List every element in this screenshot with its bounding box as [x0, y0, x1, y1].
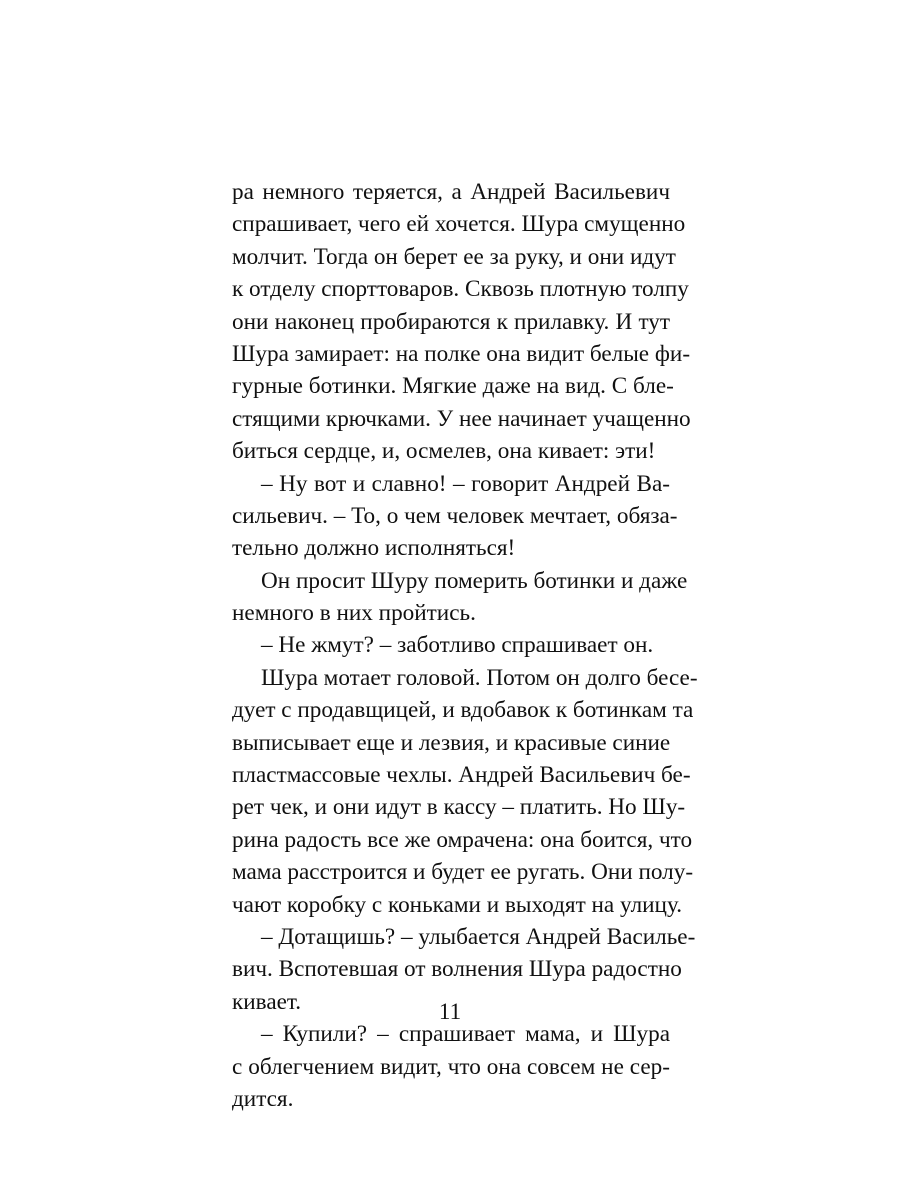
- text-line: молчит. Тогда он берет ее за руку, и они идут: [232, 243, 676, 270]
- text-line: вич. Вспотевшая от волнения Шура радостно: [232, 956, 682, 983]
- text-line: рина радость все же омрачена: она боится, что: [232, 826, 693, 853]
- text-line: стящими крючками. У нее начинает учащенно: [232, 405, 691, 432]
- text-line: сильевич. – То, о чем человек мечтает, обяза-: [232, 502, 678, 529]
- text-line: биться сердце, и, осмелев, она кивает: эти!: [232, 438, 656, 465]
- text-line: гурные ботинки. Мягкие даже на вид. С бле-: [232, 373, 674, 400]
- text-line: Шура замирает: на полке она видит белые фи-: [232, 340, 691, 367]
- text-line: ра немного теряется, а Андрей Васильевич: [232, 179, 670, 205]
- text-line: рет чек, и они идут в кассу – платить. Но Шу-: [232, 794, 686, 821]
- text-line: пластмассовые чехлы. Андрей Васильевич бе-: [232, 762, 691, 789]
- text-line: немного в них пройтись.: [232, 600, 476, 627]
- text-line: кивает.: [232, 988, 302, 1015]
- text-line: чают коробку с коньками и выходят на улицу.: [232, 891, 683, 918]
- text-line: выписывает еще и лезвия, и красивые синие: [232, 729, 671, 756]
- text-line: дует с продавщицей, и вдобавок к ботинкам та: [232, 697, 694, 724]
- text-line: – Не жмут? – заботливо спрашивает он.: [261, 632, 654, 659]
- text-line: они наконец пробираются к прилавку. И тут: [232, 308, 670, 335]
- text-line: – Дотащишь? – улыбается Андрей Василье-: [261, 923, 696, 950]
- text-line: с облегчением видит, что она совсем не сер-: [232, 1053, 670, 1080]
- text-line: тельно должно исполняться!: [232, 535, 516, 562]
- text-line: – Купили? – спрашивает мама, и Шура: [261, 1021, 670, 1048]
- text-line: Он просит Шуру померить ботинки и даже: [261, 567, 688, 594]
- text-line: Шура мотает головой. Потом он долго бесе-: [261, 664, 698, 691]
- text-line: – Ну вот и славно! – говорит Андрей Ва-: [261, 470, 670, 497]
- page-number: 11: [438, 999, 462, 1024]
- text-line: дится.: [232, 1085, 294, 1112]
- text-line: мама расстроится и будет ее ругать. Они полу-: [232, 859, 694, 886]
- body-text: [232, 176, 698, 1115]
- text-line: к отделу спорттоваров. Сквозь плотную толпу: [232, 276, 689, 303]
- text-line: спрашивает, чего ей хочется. Шура смущенно: [232, 211, 686, 238]
